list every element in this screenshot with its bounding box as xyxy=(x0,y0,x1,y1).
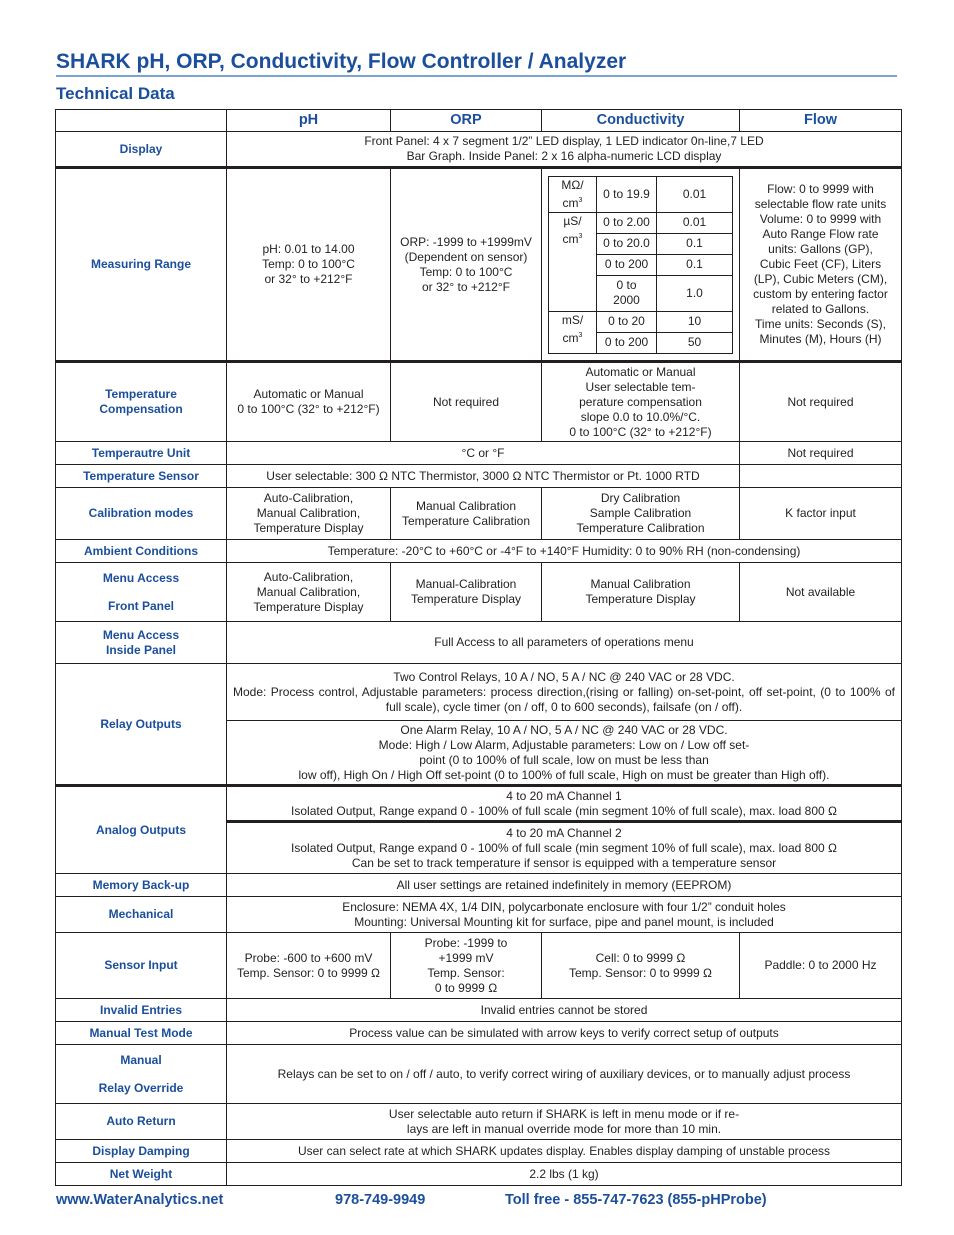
calibration-orp xyxy=(391,488,542,540)
text-line: (LP), Cubic Meters (CM), xyxy=(753,272,888,286)
sensor-input-conductivity xyxy=(542,933,740,999)
range-cell: 0 to 20.0 xyxy=(597,233,657,254)
table-row xyxy=(56,465,902,488)
table-row xyxy=(56,874,902,897)
section-title: Technical Data xyxy=(56,84,175,103)
display-line: Front Panel: 4 x 7 segment 1/2” LED display, 1 LED indicator 0n-line,7 LED xyxy=(364,134,764,148)
column-header-ph: pH xyxy=(227,110,391,132)
text-line: Automatic or Manual xyxy=(585,364,696,379)
row-label-net-weight: Net Weight xyxy=(56,1163,227,1186)
label-line: Manual xyxy=(120,1053,162,1067)
table-row xyxy=(56,897,902,933)
header-row xyxy=(56,110,902,132)
text-line: Temperature Calibration xyxy=(401,513,531,528)
text-line: Isolated Output, Range expand 0 - 100% of full scale (min segment 10% of full scale), max. load 800 Ω xyxy=(291,803,837,818)
label-line: Front Panel xyxy=(107,599,174,613)
text-line: 0 to 100°C (32° to +212°F) xyxy=(569,424,712,439)
resolution-cell: 0.1 xyxy=(657,254,733,275)
row-label-analog-outputs: Analog Outputs xyxy=(56,786,227,874)
text-line: Cell: 0 to 9999 Ω xyxy=(595,950,686,965)
invalid-value: Invalid entries cannot be stored xyxy=(227,999,902,1022)
menu-front-flow: Not available xyxy=(740,563,902,622)
text-line: Temp. Sensor: 0 to 9999 Ω xyxy=(568,965,713,980)
row-label-temperature-sensor: Temperature Sensor xyxy=(56,465,227,488)
relay-override-value: Relays can be set to on / off / auto, to verify correct wiring of auxiliary devices, or to manually adjust process xyxy=(227,1045,902,1104)
text-line: units: Gallons (GP), xyxy=(768,242,873,256)
label-line: Menu Access xyxy=(102,571,180,585)
sensor-input-flow: Paddle: 0 to 2000 Hz xyxy=(740,933,902,999)
table-row xyxy=(56,442,902,465)
calibration-flow: K factor input xyxy=(740,488,902,540)
text-line: Isolated Output, Range expand 0 - 100% of full scale (min segment 10% of full scale), max. load 800 Ω xyxy=(291,840,837,855)
temp-sensor-value: User selectable: 300 Ω NTC Thermistor, 3000 Ω NTC Thermistor or Pt. 1000 RTD xyxy=(227,465,740,488)
text-line: low off), High On / High Off set-point (0 to 100% of full scale, High on must be greater than High off). xyxy=(298,767,830,782)
text-line: Auto Range Flow rate xyxy=(762,227,879,241)
table-row xyxy=(549,311,733,332)
text-line: Temp: 0 to 100°C xyxy=(419,264,513,279)
technical-data-table xyxy=(55,109,902,1186)
label-line: Compensation xyxy=(99,402,183,416)
range-cell: 0 to 2000 xyxy=(597,275,657,311)
title-divider xyxy=(56,75,897,77)
row-label-memory-backup: Memory Back-up xyxy=(56,874,227,897)
row-label-relay-outputs: Relay Outputs xyxy=(56,664,227,786)
display-value xyxy=(227,132,902,168)
row-label-display-damping: Display Damping xyxy=(56,1140,227,1163)
range-cell: 0 to 20 xyxy=(597,311,657,332)
conductivity-range-table xyxy=(548,176,733,354)
text-line: Volume: 0 to 9999 with xyxy=(759,212,882,226)
relay-control xyxy=(227,664,902,721)
sensor-input-ph xyxy=(227,933,391,999)
row-label-mechanical: Mechanical xyxy=(56,897,227,933)
label-line: Relay Override xyxy=(98,1081,184,1095)
menu-inside-value: Full Access to all parameters of operations menu xyxy=(227,622,902,664)
text-line: Manual Calibration, xyxy=(256,584,361,599)
manual-test-value: Process value can be simulated with arrow keys to verify correct setup of outputs xyxy=(227,1022,902,1045)
row-label-ambient-conditions: Ambient Conditions xyxy=(56,540,227,563)
text-line: pH: 0.01 to 14.00 xyxy=(262,242,355,256)
table-row xyxy=(56,1163,902,1186)
text-line: Time units: Seconds (S), xyxy=(755,317,886,331)
page-title: SHARK pH, ORP, Conductivity, Flow Controller / Analyzer xyxy=(56,50,627,73)
menu-front-orp xyxy=(391,563,542,622)
measuring-range-flow xyxy=(740,168,902,362)
text-line: 4 to 20 mA Channel 1 xyxy=(506,788,622,803)
column-header-flow: Flow xyxy=(740,110,902,132)
text-line: Temp: 0 to 100°C xyxy=(262,257,355,271)
label-line: Inside Panel xyxy=(105,642,177,657)
resolution-cell: 1.0 xyxy=(657,275,733,311)
label-line: Temperature xyxy=(105,387,177,401)
ambient-value: Temperature: -20°C to +60°C or -4°F to +140°F Humidity: 0 to 90% RH (non-condensing) xyxy=(227,540,902,563)
unit-cell: µS/ $cm^3$ xyxy=(549,212,597,311)
text-line: Mode: High / Low Alarm, Adjustable parameters: Low on / Low off set- xyxy=(378,737,750,752)
menu-front-ph xyxy=(227,563,391,622)
footer-website-link[interactable]: www.WaterAnalytics.net xyxy=(56,1192,224,1208)
temp-comp-orp: Not required xyxy=(391,362,542,442)
row-label-relay-override xyxy=(56,1045,227,1104)
table-row xyxy=(56,132,902,168)
table-row xyxy=(56,563,902,622)
text-line: slope 0.0 to 10.0%/°C. xyxy=(580,409,701,424)
text-line: Enclosure: NEMA 4X, 1/4 DIN, polycarbonate enclosure with four 1/2” conduit holes xyxy=(342,899,786,914)
resolution-cell: 0.01 xyxy=(657,176,733,212)
column-header-orp: ORP xyxy=(391,110,542,132)
text-line: +1999 mV xyxy=(438,950,494,965)
table-row xyxy=(549,212,733,233)
text-line: Temp. Sensor: xyxy=(427,965,505,980)
table-row xyxy=(56,1045,902,1104)
temp-unit-flow: Not required xyxy=(740,442,902,465)
text-line: Probe: -1999 to xyxy=(424,935,508,950)
text-line: perature compensation xyxy=(579,394,702,409)
text-line: Manual Calibration xyxy=(415,498,517,513)
resolution-cell: 50 xyxy=(657,332,733,353)
analog-channel-1 xyxy=(227,786,902,822)
text-line: Manual Calibration, xyxy=(256,506,361,520)
text-line: (Dependent on sensor) xyxy=(404,249,528,264)
range-cell: 0 to 200 xyxy=(597,332,657,353)
table-row xyxy=(56,999,902,1022)
table-row xyxy=(56,540,902,563)
row-label-temperature-unit: Temperautre Unit xyxy=(56,442,227,465)
table-row xyxy=(56,933,902,999)
measuring-range-conductivity xyxy=(542,168,740,362)
mechanical-value xyxy=(227,897,902,933)
text-line: or 32° to +212°F xyxy=(264,272,353,286)
text-line: Sample Calibration xyxy=(589,506,692,520)
text-line: Flow: 0 to 9999 with xyxy=(767,182,874,196)
text-line: custom by entering factor xyxy=(753,287,888,301)
display-line: Bar Graph. Inside Panel: 2 x 16 alpha-numeric LCD display xyxy=(406,149,722,163)
text-line: related to Gallons. xyxy=(771,302,870,316)
text-line: Minutes (M), Hours (H) xyxy=(759,332,882,346)
table-row xyxy=(56,664,902,721)
text-line: Two Control Relays, 10 A / NO, 5 A / NC @ 240 VAC or 28 VDC. xyxy=(393,669,735,684)
text-line: ORP: -1999 to +1999mV xyxy=(400,234,532,249)
text-line: User selectable auto return if SHARK is left in menu mode or if re- xyxy=(388,1106,740,1121)
text-line: Probe: -600 to +600 mV xyxy=(244,950,373,965)
temp-comp-ph xyxy=(227,362,391,442)
text-line: Manual Calibration xyxy=(590,577,691,591)
measuring-range-orp xyxy=(391,168,542,362)
table-row xyxy=(56,362,902,442)
text-line: Mode: Process control, Adjustable parameters: process direction,(rising or falling) on-set-point, off set-point, (0 to 100% of full scale), cycle timer (on / off, 0 to 600 seconds), failsafe (on / off). xyxy=(233,684,895,714)
resolution-cell: 10 xyxy=(657,311,733,332)
text-line: Automatic or Manual xyxy=(253,387,364,401)
row-label-display: Display xyxy=(56,132,227,168)
text-line: Temperature Display xyxy=(585,592,696,606)
row-label-menu-access-front xyxy=(56,563,227,622)
row-label-manual-test-mode: Manual Test Mode xyxy=(56,1022,227,1045)
text-line: Manual-Calibration xyxy=(415,577,517,591)
damping-value: User can select rate at which SHARK updates display. Enables display damping of unstable process xyxy=(227,1140,902,1163)
text-line: User selectable tem- xyxy=(585,379,696,394)
text-line: 0 to 100°C (32° to +212°F) xyxy=(237,402,380,416)
table-row xyxy=(549,176,733,212)
sensor-input-orp xyxy=(391,933,542,999)
text-line: One Alarm Relay, 10 A / NO, 5 A / NC @ 240 VAC or 28 VDC. xyxy=(400,722,728,737)
calibration-conductivity xyxy=(542,488,740,540)
corner-cell xyxy=(56,110,227,132)
text-line: Can be set to track temperature if sensor is equipped with a temperature sensor xyxy=(351,855,777,870)
text-line: Temperature Display xyxy=(253,521,364,535)
row-label-measuring-range: Measuring Range xyxy=(56,168,227,362)
text-line: Dry Calibration xyxy=(600,491,681,505)
auto-return-value xyxy=(227,1104,902,1140)
unit-cell: mS/ $cm^3$ xyxy=(549,311,597,353)
unit-cell: MΩ/ $cm^3$ xyxy=(549,176,597,212)
range-cell: 0 to 200 xyxy=(597,254,657,275)
text-line: Temp. Sensor: 0 to 9999 Ω xyxy=(236,965,381,980)
temp-unit-value: °C or °F xyxy=(227,442,740,465)
range-cell: 0 to 2.00 xyxy=(597,212,657,233)
text-line: 0 to 9999 Ω xyxy=(434,980,498,995)
row-label-menu-access-inside xyxy=(56,622,227,664)
text-line: Auto-Calibration, xyxy=(263,569,354,584)
footer-tollfree: Toll free - 855-747-7623 (855-pHProbe) xyxy=(505,1192,767,1208)
row-label-sensor-input: Sensor Input xyxy=(56,933,227,999)
column-header-conductivity: Conductivity xyxy=(542,110,740,132)
relay-alarm xyxy=(227,721,902,786)
resolution-cell: 0.01 xyxy=(657,212,733,233)
table-row xyxy=(56,1140,902,1163)
text-line: Auto-Calibration, xyxy=(263,491,354,505)
row-label-invalid-entries: Invalid Entries xyxy=(56,999,227,1022)
text-line: 4 to 20 mA Channel 2 xyxy=(506,825,622,840)
weight-value: 2.2 lbs (1 kg) xyxy=(227,1163,902,1186)
text-line: lays are left in manual override mode for more than 10 min. xyxy=(406,1121,722,1136)
table-row xyxy=(56,622,902,664)
menu-front-conductivity xyxy=(542,563,740,622)
text-line: point (0 to 100% of full scale, low on must be less than xyxy=(419,752,709,767)
memory-value: All user settings are retained indefinitely in memory (EEPROM) xyxy=(227,874,902,897)
text-line: Temperature Calibration xyxy=(576,521,705,535)
text-line: Cubic Feet (CF), Liters xyxy=(759,257,882,271)
footer-phone: 978-749-9949 xyxy=(335,1192,426,1208)
text-line: Temperature Display xyxy=(410,592,522,606)
resolution-cell: 0.1 xyxy=(657,233,733,254)
row-label-auto-return: Auto Return xyxy=(56,1104,227,1140)
temp-comp-flow: Not required xyxy=(740,362,902,442)
text-line: Mounting: Universal Mounting kit for surface, pipe and panel mount, is included xyxy=(354,914,774,929)
table-row xyxy=(56,488,902,540)
label-line: Menu Access xyxy=(102,627,180,642)
analog-channel-2 xyxy=(227,822,902,874)
text-line: Temperature Display xyxy=(253,599,364,614)
temp-sensor-flow xyxy=(740,465,902,488)
text-line: or 32° to +212°F xyxy=(422,279,510,294)
table-row xyxy=(56,1104,902,1140)
text-line: selectable flow rate units xyxy=(754,197,887,211)
table-row xyxy=(56,168,902,362)
calibration-ph xyxy=(227,488,391,540)
row-label-temperature-compensation xyxy=(56,362,227,442)
row-label-calibration-modes: Calibration modes xyxy=(56,488,227,540)
temp-comp-conductivity xyxy=(542,362,740,442)
table-row xyxy=(56,786,902,822)
range-cell: 0 to 19.9 xyxy=(597,176,657,212)
measuring-range-ph xyxy=(227,168,391,362)
table-row xyxy=(56,1022,902,1045)
